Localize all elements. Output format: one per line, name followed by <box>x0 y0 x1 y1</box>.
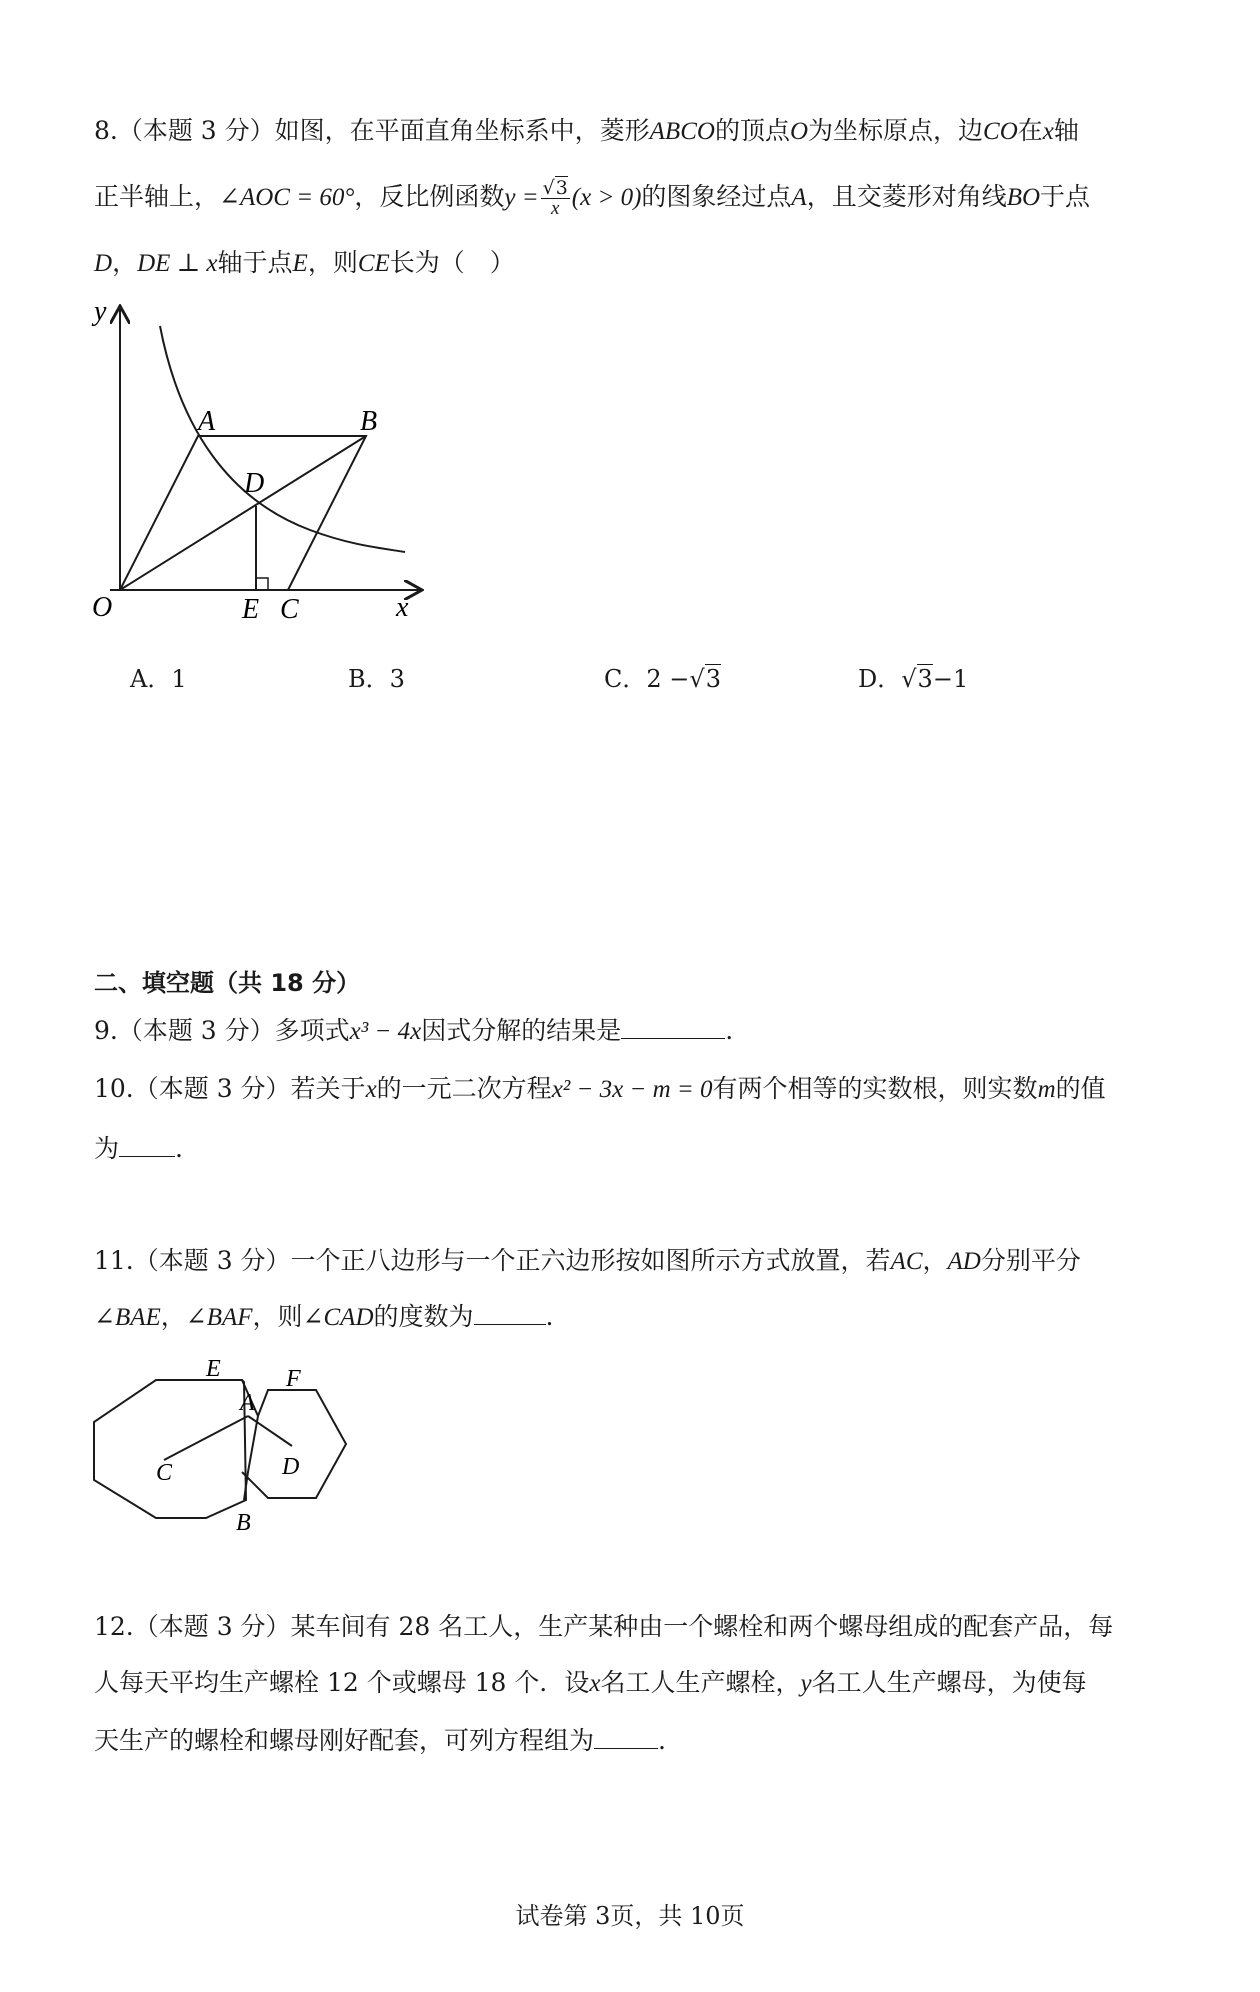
option-d-label: D． <box>858 665 902 693</box>
q12-text: . <box>658 1726 666 1755</box>
q10-text: 的值 <box>1055 1074 1106 1103</box>
fraction-sqrt3-over-x: $\frac{√3}{x}$ <box>542 177 568 219</box>
math-ac: AC <box>890 1248 923 1275</box>
q10-text: 10.（本题 3 分）若关于 <box>94 1074 366 1103</box>
q8-text: 轴 <box>1053 116 1079 145</box>
math-angle-cad: ∠CAD <box>302 1304 374 1331</box>
octagon <box>94 1380 246 1518</box>
math-y-eq: y = <box>504 184 539 211</box>
math-x: x <box>589 1670 601 1697</box>
option-b-label: B． <box>348 665 390 693</box>
q12-line2 <box>94 1668 1087 1699</box>
q8-text: 在 <box>1017 116 1043 145</box>
q10-text: 的一元二次方程 <box>376 1074 552 1103</box>
option-c-label: C． <box>604 665 647 693</box>
q11-text: ， <box>922 1246 948 1275</box>
frac-denominator: x <box>550 198 560 219</box>
math-angle-aoc: ∠AOC = 60° <box>219 184 355 211</box>
label-c: C <box>156 1460 173 1486</box>
label-y: y <box>94 296 107 327</box>
frac-numerator: 3 <box>555 177 568 199</box>
math-angle-bae: ∠BAE <box>94 1304 161 1331</box>
q9-text: 因式分解的结果是 <box>421 1016 622 1045</box>
q9 <box>94 1016 733 1047</box>
option-b[interactable] <box>348 664 405 694</box>
answer-blank[interactable] <box>621 1016 725 1039</box>
q11-text: 的度数为 <box>373 1302 474 1331</box>
option-c[interactable]: C．2 −√3 <box>604 665 721 693</box>
option-a-value: 1 <box>171 665 187 693</box>
label-e: E <box>206 1356 221 1382</box>
q11-text: 11.（本题 3 分）一个正八边形与一个正六边形按如图所示方式放置，若 <box>94 1246 891 1275</box>
q8-text: 8.（本题 3 分）如图，在平面直角坐标系中，菱形 <box>94 116 650 145</box>
q8-figure <box>80 290 440 630</box>
option-d-radicand: 3 <box>917 665 933 693</box>
q10-text: . <box>175 1134 183 1163</box>
option-d-value: −1 <box>932 665 969 693</box>
q12-text: 名工人生产螺栓， <box>600 1668 801 1697</box>
q12-line1 <box>94 1612 1113 1642</box>
q12-text: 12.（本题 3 分）某车间有 28 名工人，生产某种由一个螺栓和两个螺母组成的配套产品，每 <box>94 1612 1114 1641</box>
q8-text: 轴于点 <box>217 248 293 277</box>
q8-line2 <box>94 178 1090 219</box>
q8-text: 于点 <box>1040 182 1091 211</box>
label-e: E <box>242 594 260 625</box>
math-x: x <box>1042 118 1054 145</box>
math-ad: AD <box>947 1248 981 1275</box>
q8-text: 为坐标原点，边 <box>808 116 984 145</box>
q8-text: 长为（ ） <box>389 248 515 277</box>
q11-text: ， <box>160 1302 186 1331</box>
right-angle-mark <box>256 578 268 590</box>
q12-text: 名工人生产螺母，为使每 <box>811 1668 1087 1697</box>
page-footer: 试卷第 3页，共 10页 <box>515 1902 745 1930</box>
label-d: D <box>282 1454 300 1480</box>
q11-line2 <box>94 1302 553 1333</box>
option-d[interactable]: D．√3−1 <box>858 665 969 693</box>
math-a: A <box>791 184 807 211</box>
math-angle-baf: ∠BAF <box>185 1304 253 1331</box>
math-ce: CE <box>357 250 390 277</box>
math-m: m <box>1037 1076 1056 1103</box>
section-title: 二、填空题（共 18 分） <box>94 969 361 997</box>
math-bo: BO <box>1006 184 1041 211</box>
q8-line1 <box>94 116 1079 147</box>
q10-line2 <box>94 1134 183 1164</box>
label-o: O <box>92 592 113 623</box>
q10-text: 有两个相等的实数根，则实数 <box>712 1074 1038 1103</box>
q11-text: 分别平分 <box>980 1246 1081 1275</box>
q11-text: ，则 <box>252 1302 303 1331</box>
label-x: x <box>396 592 409 623</box>
math-d: D <box>94 250 113 277</box>
answer-blank[interactable] <box>119 1134 175 1157</box>
math-de-perp: DE ⊥ x <box>137 250 218 277</box>
q12-text: 天生产的螺栓和螺母刚好配套，可列方程组为 <box>94 1726 595 1755</box>
option-b-value: 3 <box>389 665 405 693</box>
option-c-radicand: 3 <box>705 665 721 693</box>
label-c: C <box>280 594 299 625</box>
option-a-label: A． <box>130 665 172 693</box>
math-co: CO <box>983 118 1018 145</box>
hexagon-edges <box>242 1390 346 1498</box>
segment-ac <box>164 1416 248 1460</box>
math-o: O <box>789 118 809 145</box>
q10-text: 为 <box>94 1134 120 1163</box>
math-abco: ABCO <box>649 118 715 145</box>
label-d: D <box>244 468 265 499</box>
q11-figure <box>80 1350 380 1530</box>
q8-text: 的顶点 <box>714 116 790 145</box>
answer-blank[interactable] <box>474 1302 546 1325</box>
math-e: E <box>292 250 308 277</box>
q11-line1 <box>94 1246 1081 1277</box>
answer-blank[interactable] <box>594 1726 658 1749</box>
q8-text: ，且交菱形对角线 <box>806 182 1007 211</box>
q8-text: 的图象经过点 <box>641 182 792 211</box>
q9-text: 9.（本题 3 分）多项式 <box>94 1016 350 1045</box>
math-condition: (x > 0) <box>571 184 642 211</box>
q9-text: . <box>725 1016 734 1045</box>
math-equation: x² − 3x − m = 0 <box>551 1076 713 1103</box>
math-y: y <box>800 1670 812 1697</box>
math-expr: x³ − 4x <box>349 1018 422 1045</box>
label-b: B <box>236 1510 251 1530</box>
option-a[interactable] <box>130 664 187 694</box>
label-f: F <box>286 1366 301 1392</box>
q11-text: . <box>545 1302 554 1331</box>
q12-text: 人每天平均生产螺栓 12 个或螺母 18 个．设 <box>94 1668 590 1697</box>
q8-text: ，反比例函数 <box>354 182 505 211</box>
math-x: x <box>365 1076 377 1103</box>
label-b: B <box>360 406 378 437</box>
option-c-value: 2 − <box>646 665 690 693</box>
q8-line3 <box>94 248 515 279</box>
q8-text: ， <box>112 248 138 277</box>
q8-text: ，则 <box>307 248 358 277</box>
q12-line3 <box>94 1726 666 1756</box>
q8-text: 正半轴上， <box>94 182 220 211</box>
label-a: A <box>198 406 216 437</box>
label-a: A <box>240 1390 255 1416</box>
q10-line1 <box>94 1074 1106 1105</box>
diagonal-bo <box>120 436 366 590</box>
